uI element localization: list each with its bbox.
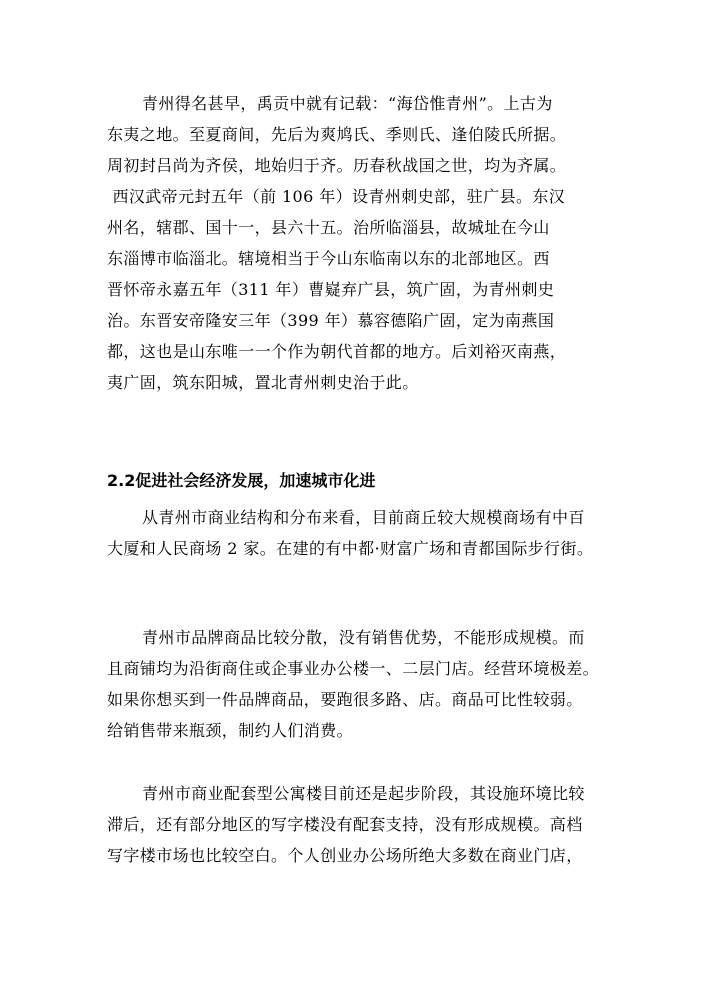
text-line: 西汉武帝元封五年（前 106 年）设青州刺史部，驻广县。东汉 <box>107 187 566 206</box>
text-line: 如果你想买到一件品牌商品，要跑很多路、店。商品可比性较弱。 <box>107 690 583 709</box>
text-line: 青州市商业配套型公寓楼目前还是起步阶段，其设施环境比较 <box>142 784 585 803</box>
text-line: 青州市品牌商品比较分散，没有销售优势，不能形成规模。而 <box>142 628 585 647</box>
text-line: 州名，辖郡、国十一，县六十五。治所临淄县，故城址在今山 <box>107 218 550 237</box>
text-line: 青州得名甚早，禹贡中就有记载：“海岱惟青州”。上古为 <box>142 94 553 113</box>
text-line: 写字楼市场也比较空白。个人创业办公场所绝大多数在商业门店， <box>107 846 583 865</box>
text-line: 都，这也是山东唯一一个作为朝代首都的地方。后刘裕灭南燕， <box>107 342 567 361</box>
text-line: 从青州市商业结构和分布来看，目前商丘较大规模商场有中百 <box>142 508 585 527</box>
text-line: 滞后，还有部分地区的写字楼没有配套支持，没有形成规模。高档 <box>107 815 583 834</box>
text-line: 治。东晋安帝隆安三年（399 年）慕容德陷广固，定为南燕国 <box>107 311 555 330</box>
text-line: 周初封吕尚为齐侯，地始归于齐。历春秋战国之世，均为齐属。 <box>107 156 567 175</box>
text-line: 东淄博市临淄北。辖境相当于今山东临南以东的北部地区。西 <box>107 249 550 268</box>
paragraph-commerce-structure <box>107 502 607 564</box>
text-line: 东夷之地。至夏商间，先后为爽鸠氏、季则氏、逢伯陵氏所据。 <box>107 125 567 144</box>
text-line: 晋怀帝永嘉五年（311 年）曹嶷弃广县，筑广固，为青州刺史 <box>107 280 555 299</box>
text-line: 大厦和人民商场 2 家。在建的有中都·财富广场和青都国际步行街。 <box>107 539 594 558</box>
paragraph-history <box>107 88 607 398</box>
paragraph-brand-goods <box>107 622 607 746</box>
text-line: 夷广固，筑东阳城，置北青州刺史治于此。 <box>107 373 419 392</box>
section-heading: 2.2促进社会经济发展，加速城市化进 <box>107 471 376 490</box>
text-line: 且商铺均为沿街商住或企事业办公楼一、二层门店。经营环境极差。 <box>107 659 600 678</box>
text-line: 给销售带来瓶颈，制约人们消费。 <box>107 721 354 740</box>
paragraph-apartments <box>107 778 607 871</box>
